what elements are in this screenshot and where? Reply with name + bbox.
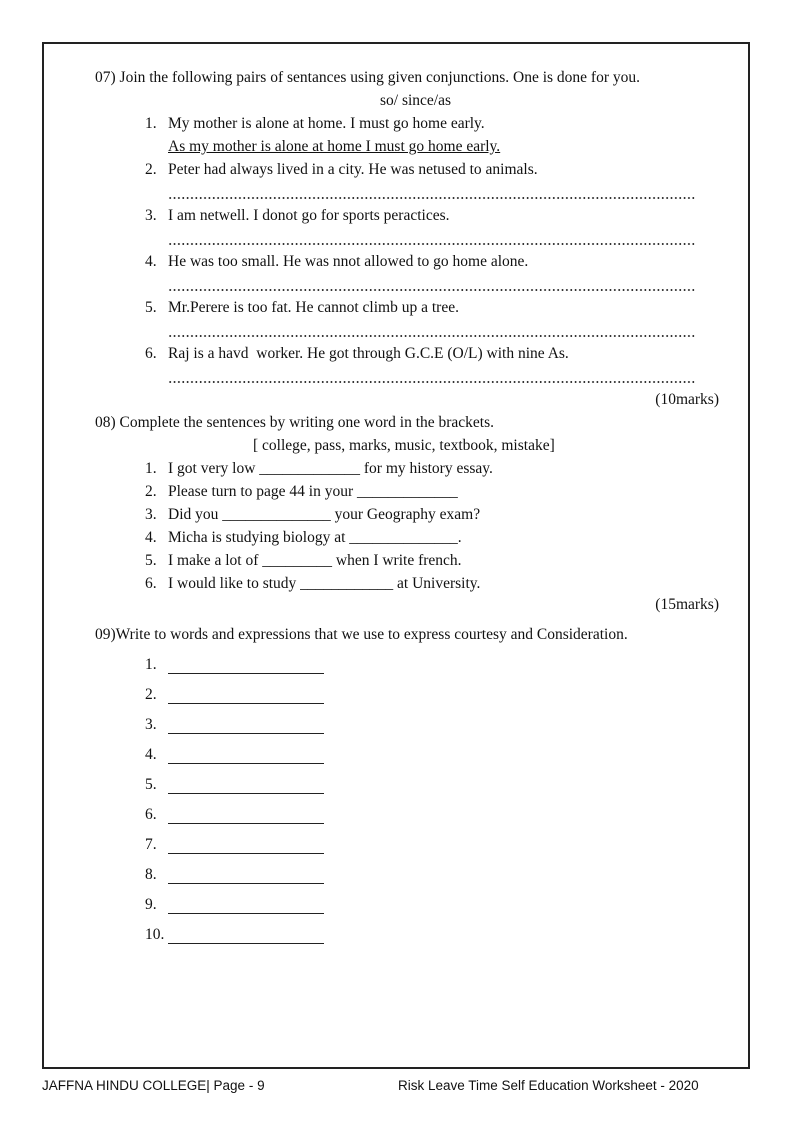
footer-school-page: JAFFNA HINDU COLLEGE| Page - 9 [42, 1078, 265, 1093]
q08-item-number: 6. [145, 575, 157, 592]
q07-heading: 07) Join the following pairs of sentances using given conjunctions. One is done for you. [95, 69, 640, 86]
q09-answer-blank[interactable] [168, 710, 324, 734]
q07-item-sentences: Raj is a havd worker. He got through G.C.E (O/L) with nine As. [168, 345, 569, 362]
footer-worksheet-title: Risk Leave Time Self Education Worksheet - 2020 [398, 1078, 699, 1093]
q07-answer-dotted-line[interactable] [168, 243, 695, 245]
q09-answer-blank[interactable] [168, 740, 324, 764]
q08-word-list: [ college, pass, marks, music, textbook, mistake] [253, 437, 555, 454]
q08-item-sentence: Did you ______________ your Geography exam? [168, 506, 481, 523]
q08-item-number: 4. [145, 529, 157, 546]
q09-item-number: 6. [145, 806, 157, 823]
q08-item-number: 3. [145, 506, 157, 523]
q09-answer-blank[interactable] [168, 830, 324, 854]
q08-marks: (15marks) [655, 596, 719, 613]
q07-item-number: 3. [145, 207, 157, 224]
q08-item-number: 1. [145, 460, 157, 477]
q09-answer-blank[interactable] [168, 920, 324, 944]
q07-item-number: 4. [145, 253, 157, 270]
q09-answer-blank[interactable] [168, 650, 324, 674]
q07-item-sentences: My mother is alone at home. I must go home early. [168, 115, 485, 132]
q09-item-number: 8. [145, 866, 157, 883]
q07-item-number: 2. [145, 161, 157, 178]
q07-item-number: 5. [145, 299, 157, 316]
q09-heading: 09)Write to words and expressions that we use to express courtesy and Consideration. [95, 626, 628, 643]
q07-marks: (10marks) [655, 391, 719, 408]
q07-item-sentences: Mr.Perere is too fat. He cannot climb up a tree. [168, 299, 459, 316]
q09-answer-blank[interactable] [168, 680, 324, 704]
q08-item-sentence: Please turn to page 44 in your _____________ [168, 483, 458, 500]
q08-heading: 08) Complete the sentences by writing one word in the brackets. [95, 414, 495, 431]
q09-item-number: 10. [145, 926, 165, 943]
q09-item-number: 7. [145, 836, 157, 853]
q07-item-sentences: Peter had always lived in a city. He was netused to animals. [168, 161, 538, 178]
q09-item-number: 4. [145, 746, 157, 763]
q08-item-sentence: I would like to study ____________ at University. [168, 575, 481, 592]
q09-item-number: 3. [145, 716, 157, 733]
q07-answer-dotted-line[interactable] [168, 289, 695, 291]
q07-answer-dotted-line[interactable] [168, 197, 695, 199]
q08-item-sentence: I make a lot of _________ when I write french. [168, 552, 462, 569]
q07-conjunctions: so/ since/as [380, 92, 452, 109]
q08-item-number: 2. [145, 483, 157, 500]
q09-item-number: 2. [145, 686, 157, 703]
q09-item-number: 9. [145, 896, 157, 913]
q09-answer-blank[interactable] [168, 800, 324, 824]
q09-answer-blank[interactable] [168, 860, 324, 884]
q07-example-answer: As my mother is alone at home I must go home early. [168, 138, 501, 155]
q09-answer-blank[interactable] [168, 890, 324, 914]
q07-answer-dotted-line[interactable] [168, 335, 695, 337]
q07-item-sentences: He was too small. He was nnot allowed to go home alone. [168, 253, 529, 270]
q09-item-number: 5. [145, 776, 157, 793]
q09-item-number: 1. [145, 656, 157, 673]
q07-item-number: 6. [145, 345, 157, 362]
q07-item-number: 1. [145, 115, 157, 132]
q08-item-sentence: I got very low _____________ for my history essay. [168, 460, 493, 477]
q07-answer-dotted-line[interactable] [168, 381, 695, 383]
q08-item-sentence: Micha is studying biology at ______________. [168, 529, 462, 546]
q07-item-sentences: I am netwell. I donot go for sports peractices. [168, 207, 450, 224]
q09-answer-blank[interactable] [168, 770, 324, 794]
q08-item-number: 5. [145, 552, 157, 569]
